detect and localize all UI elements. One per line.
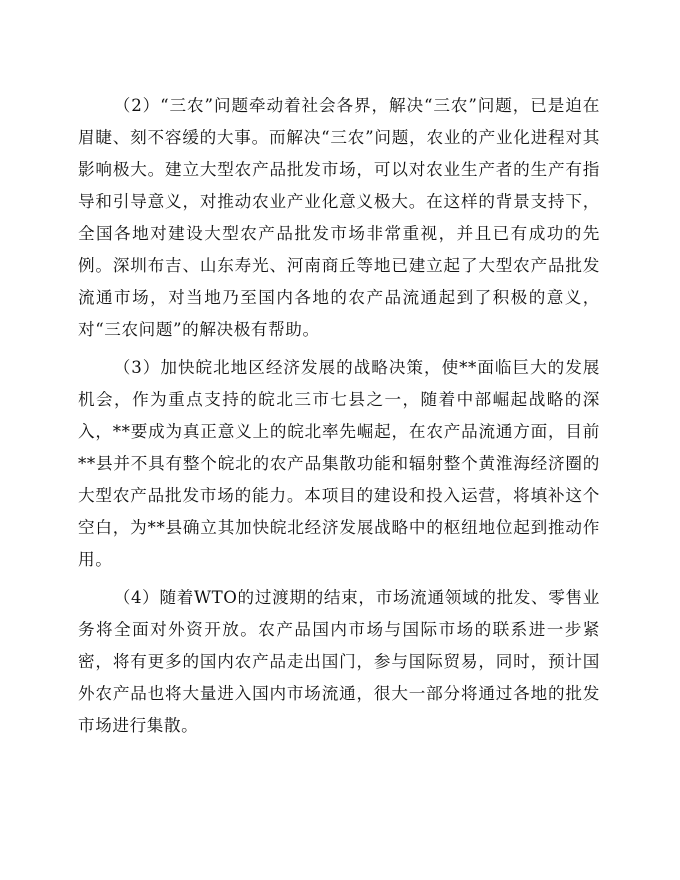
document-page bbox=[78, 90, 600, 748]
paragraph-3: （3）加快皖北地区经济发展的战略决策，使**面临巨大的发展机会，作为重点支持的皖北三市七县之一，随着中部崛起战略的深入，**要成为真正意义上的皖北率先崛起，在农产品流通方面，目前**县并不具有整个皖北的农产品集散功能和辐射整个黄淮海经济圈的大型农产品批发市场的能力。本项目的建设和投入运营，将填补这个空白，为**县确立其加快皖北经济发展战略中的枢纽地位起到推动作用。 bbox=[78, 358, 600, 569]
paragraph-2: （2）“三农”问题牵动着社会各界，解决“三农”问题，已是迫在眉睫、刻不容缓的大事。而解决“三农”问题，农业的产业化进程对其影响极大。建立大型农产品批发市场，可以对农业生产者的生产有指导和引导意义，对推动农业产业化意义极大。在这样的背景支持下，全国各地对建设大型农产品批发市场非常重视，并且已有成功的先例。深圳布吉、山东寿光、河南商丘等地已建立起了大型农产品批发流通市场，对当地乃至国内各地的农产品流通起到了积极的意义，对“三农问题”的解决极有帮助。 bbox=[78, 96, 600, 339]
paragraph-4: （4）随着WTO的过渡期的结束，市场流通领域的批发、零售业务将全面对外资开放。农产品国内市场与国际市场的联系进一步紧密，将有更多的国内农产品走出国门，参与国际贸易，同时，预计国外农产品也将大量进入国内市场流通，很大一部分将通过各地的批发市场进行集散。 bbox=[78, 588, 600, 735]
